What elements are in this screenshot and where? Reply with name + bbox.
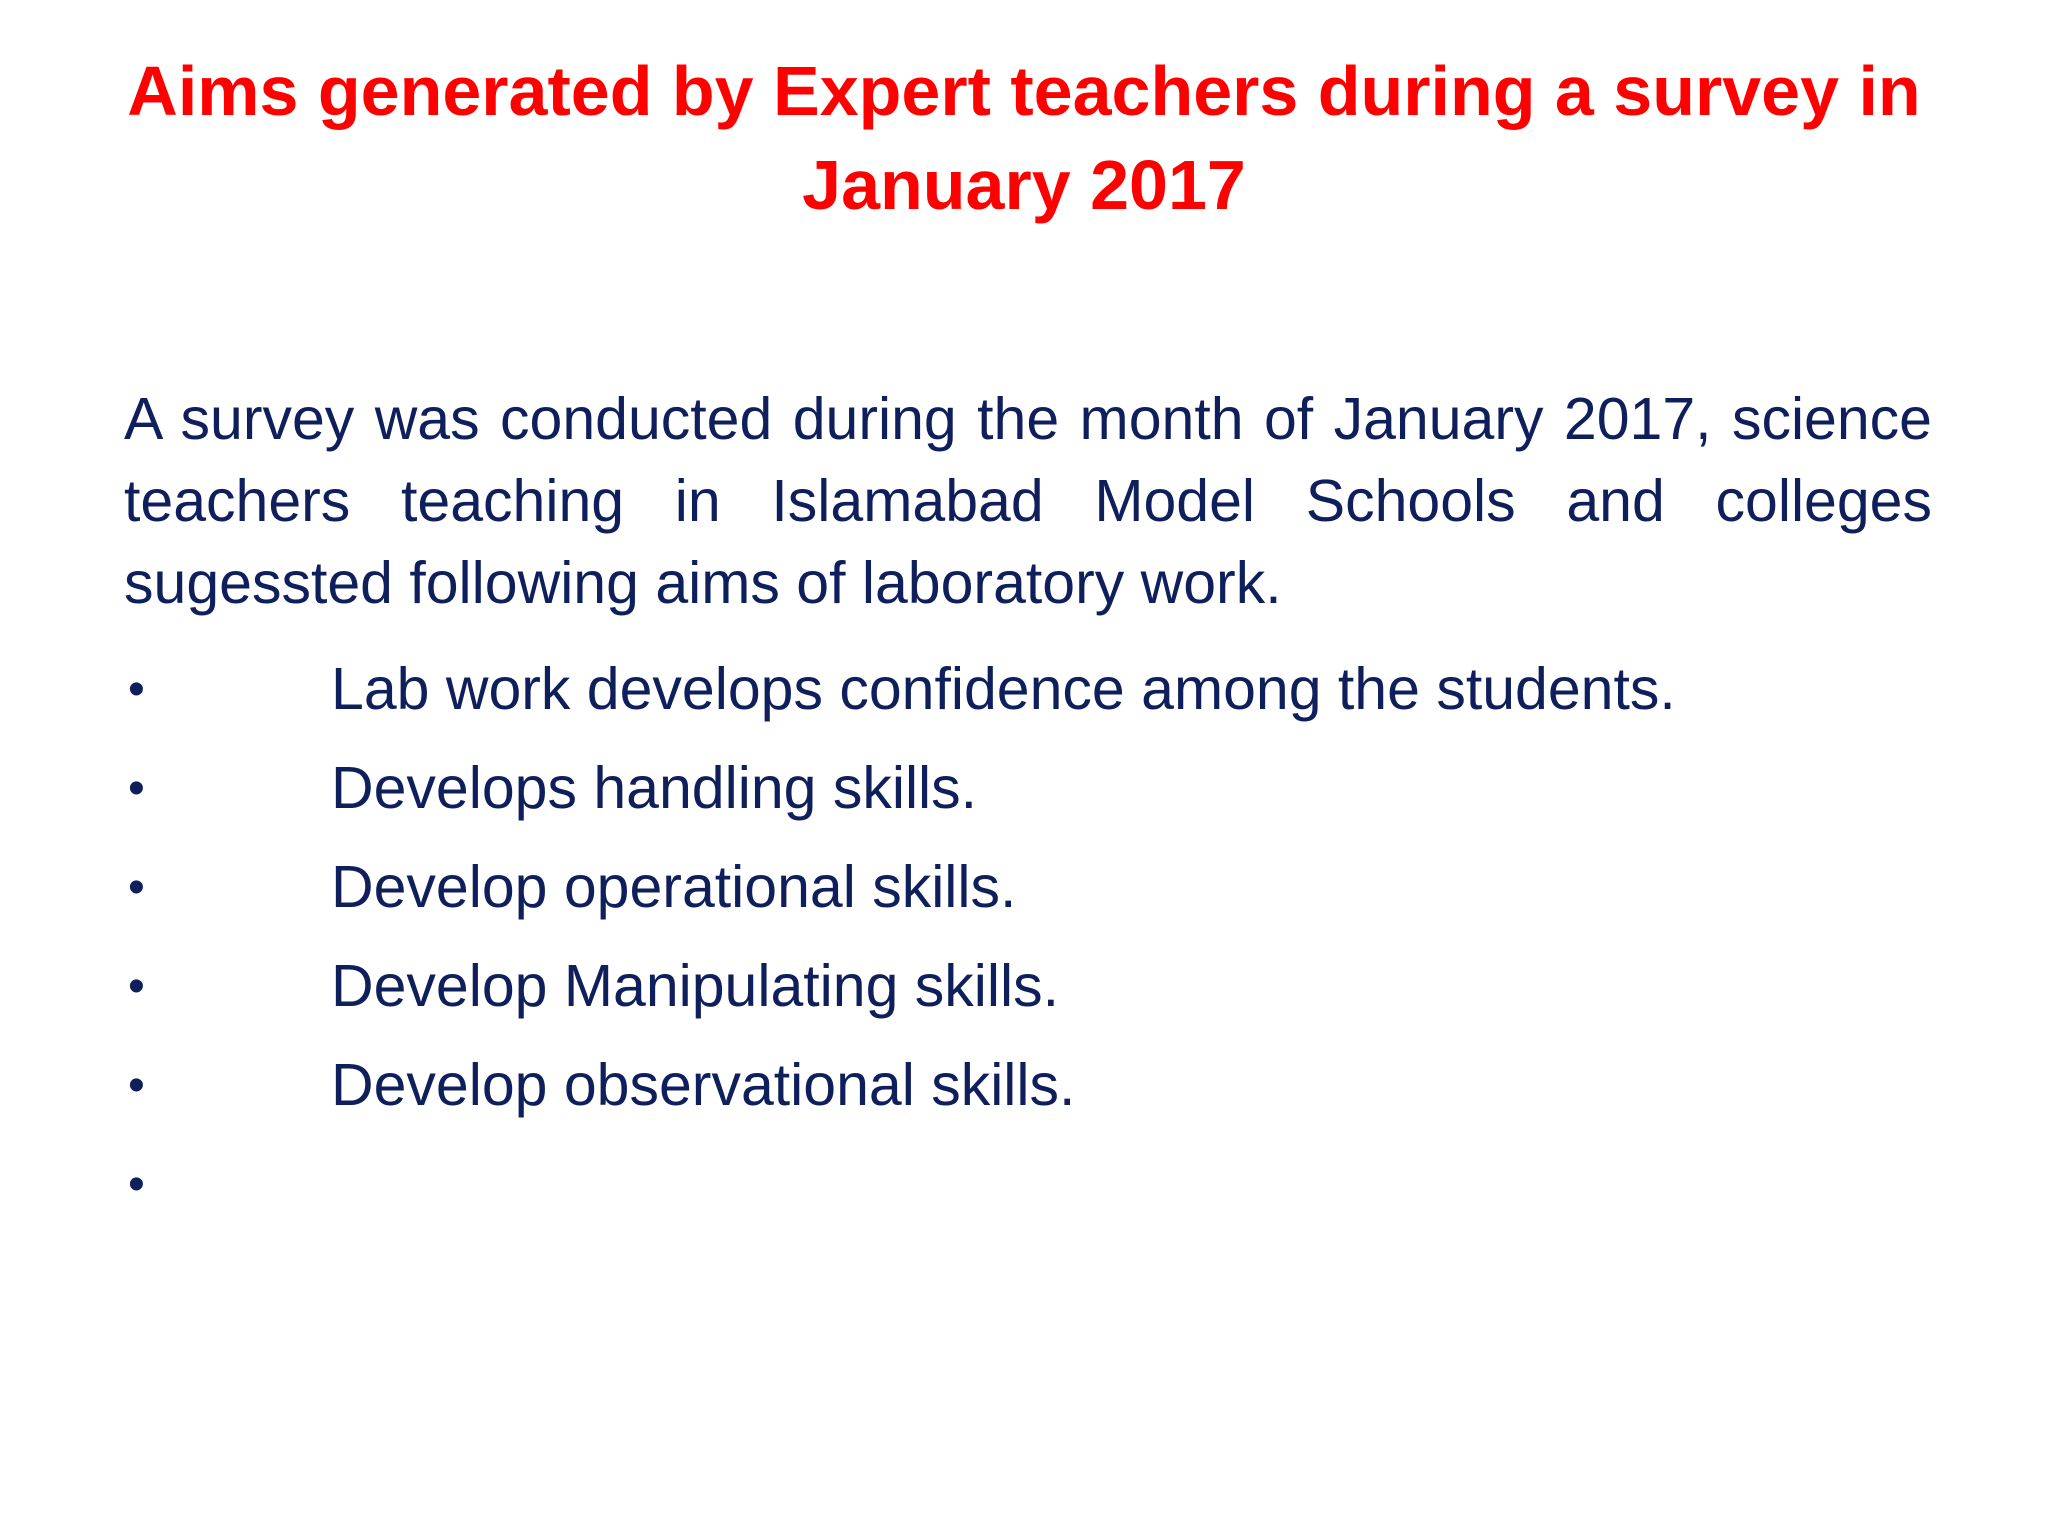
list-item <box>124 1036 1932 1135</box>
aim-text: Lab work develops confidence among the students. <box>331 656 1676 722</box>
aim-text: Develop operational skills. <box>331 854 1017 920</box>
bullet-icon: • <box>128 960 145 1013</box>
list-item <box>124 640 1932 739</box>
list-item <box>124 838 1932 937</box>
bullet-icon: • <box>128 1158 145 1211</box>
slide-title: Aims generated by Expert teachers during a survey in January 2017 <box>127 52 1921 224</box>
bullet-icon: • <box>128 762 145 815</box>
aims-list <box>124 640 1932 1234</box>
aim-text: Develop observational skills. <box>331 1052 1076 1118</box>
bullet-icon: • <box>128 861 145 914</box>
list-item <box>124 1135 1932 1234</box>
intro-paragraph: A survey was conducted during the month of January 2017, science teachers teaching in Islamabad Model Schools and colleges sugessted following aims of laboratory work. <box>124 386 1932 616</box>
aim-text: Develops handling skills. <box>331 755 978 821</box>
bullet-icon: • <box>128 1059 145 1112</box>
bullet-icon: • <box>128 663 145 716</box>
list-item <box>124 937 1932 1036</box>
aim-text: Develop Manipulating skills. <box>331 953 1060 1019</box>
list-item <box>124 739 1932 838</box>
